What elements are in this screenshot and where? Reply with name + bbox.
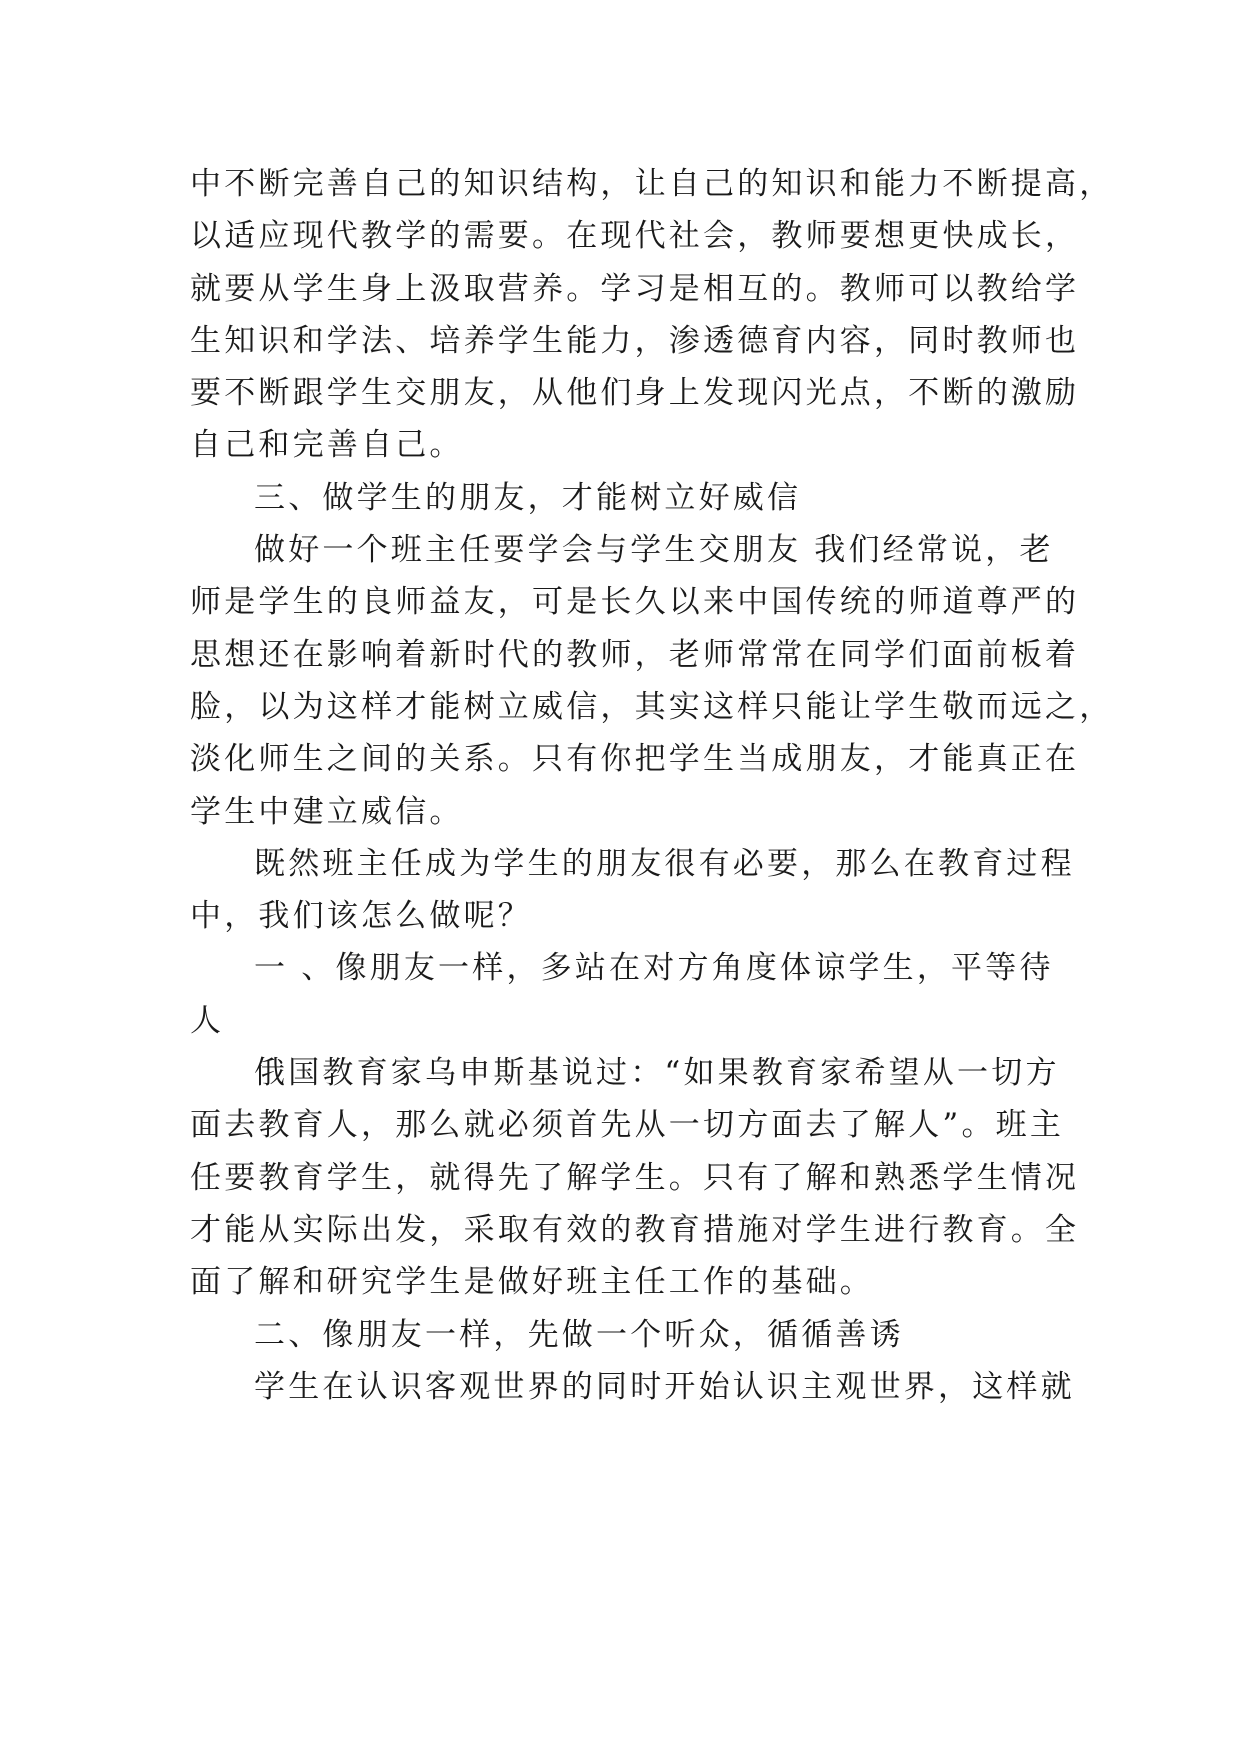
text-line: 以适应现代教学的需要。在现代社会，教师要想更快成长， (190, 218, 1080, 255)
text-line: 生知识和学法、培养学生能力，渗透德育内容，同时教师也 (190, 322, 1080, 359)
text-line: 面去教育人，那么就必须首先从一切方面去了解人”。班主 (190, 1107, 1065, 1144)
text-line: 任要教育学生，就得先了解学生。只有了解和熟悉学生情况 (190, 1159, 1080, 1196)
text-line: 中不断完善自己的知识结构，让自己的知识和能力不断提高， (190, 166, 1114, 202)
text-line: 中，我们该怎么做呢？ (190, 898, 532, 935)
text-line: 学生中建立威信。 (190, 793, 464, 830)
text-line: 自己和完善自己。 (190, 427, 464, 464)
text-line: 思想还在影响着新时代的教师，老师常常在同学们面前板着 (190, 636, 1080, 673)
section-heading: 三、做学生的朋友，才能树立好威信 (254, 479, 802, 516)
document-body (190, 158, 1114, 1413)
text-line: 师是学生的良师益友，可是长久以来中国传统的师道尊严的 (190, 584, 1080, 621)
text-line: 既然班主任成为学生的朋友很有必要，那么在教育过程 (254, 845, 1075, 882)
text-line: 就要从学生身上汲取营养。学习是相互的。教师可以教给学 (190, 270, 1080, 307)
text-line: 面了解和研究学生是做好班主任工作的基础。 (190, 1264, 874, 1301)
text-line: 淡化师生之间的关系。只有你把学生当成朋友，才能真正在 (190, 741, 1080, 778)
text-line: 脸，以为这样才能树立威信，其实这样只能让学生敬而远之， (190, 688, 1114, 725)
text-line: 要不断跟学生交朋友，从他们身上发现闪光点，不断的激励 (190, 375, 1080, 412)
text-line: 人 (190, 1002, 225, 1039)
text-line: 做好一个班主任要学会与学生交朋友 我们经常说，老 (254, 532, 1054, 569)
text-line: 才能从实际出发，采取有效的教育措施对学生进行教育。全 (190, 1211, 1080, 1248)
section-heading: 二、像朋友一样，先做一个听众，循循善诱 (254, 1316, 904, 1353)
section-heading: 一 、像朋友一样，多站在对方角度体谅学生，平等待 (254, 950, 1054, 987)
text-line: 俄国教育家乌申斯基说过：“如果教育家希望从一切方 (254, 1055, 1060, 1092)
text-line: 学生在认识客观世界的同时开始认识主观世界，这样就 (254, 1368, 1075, 1405)
